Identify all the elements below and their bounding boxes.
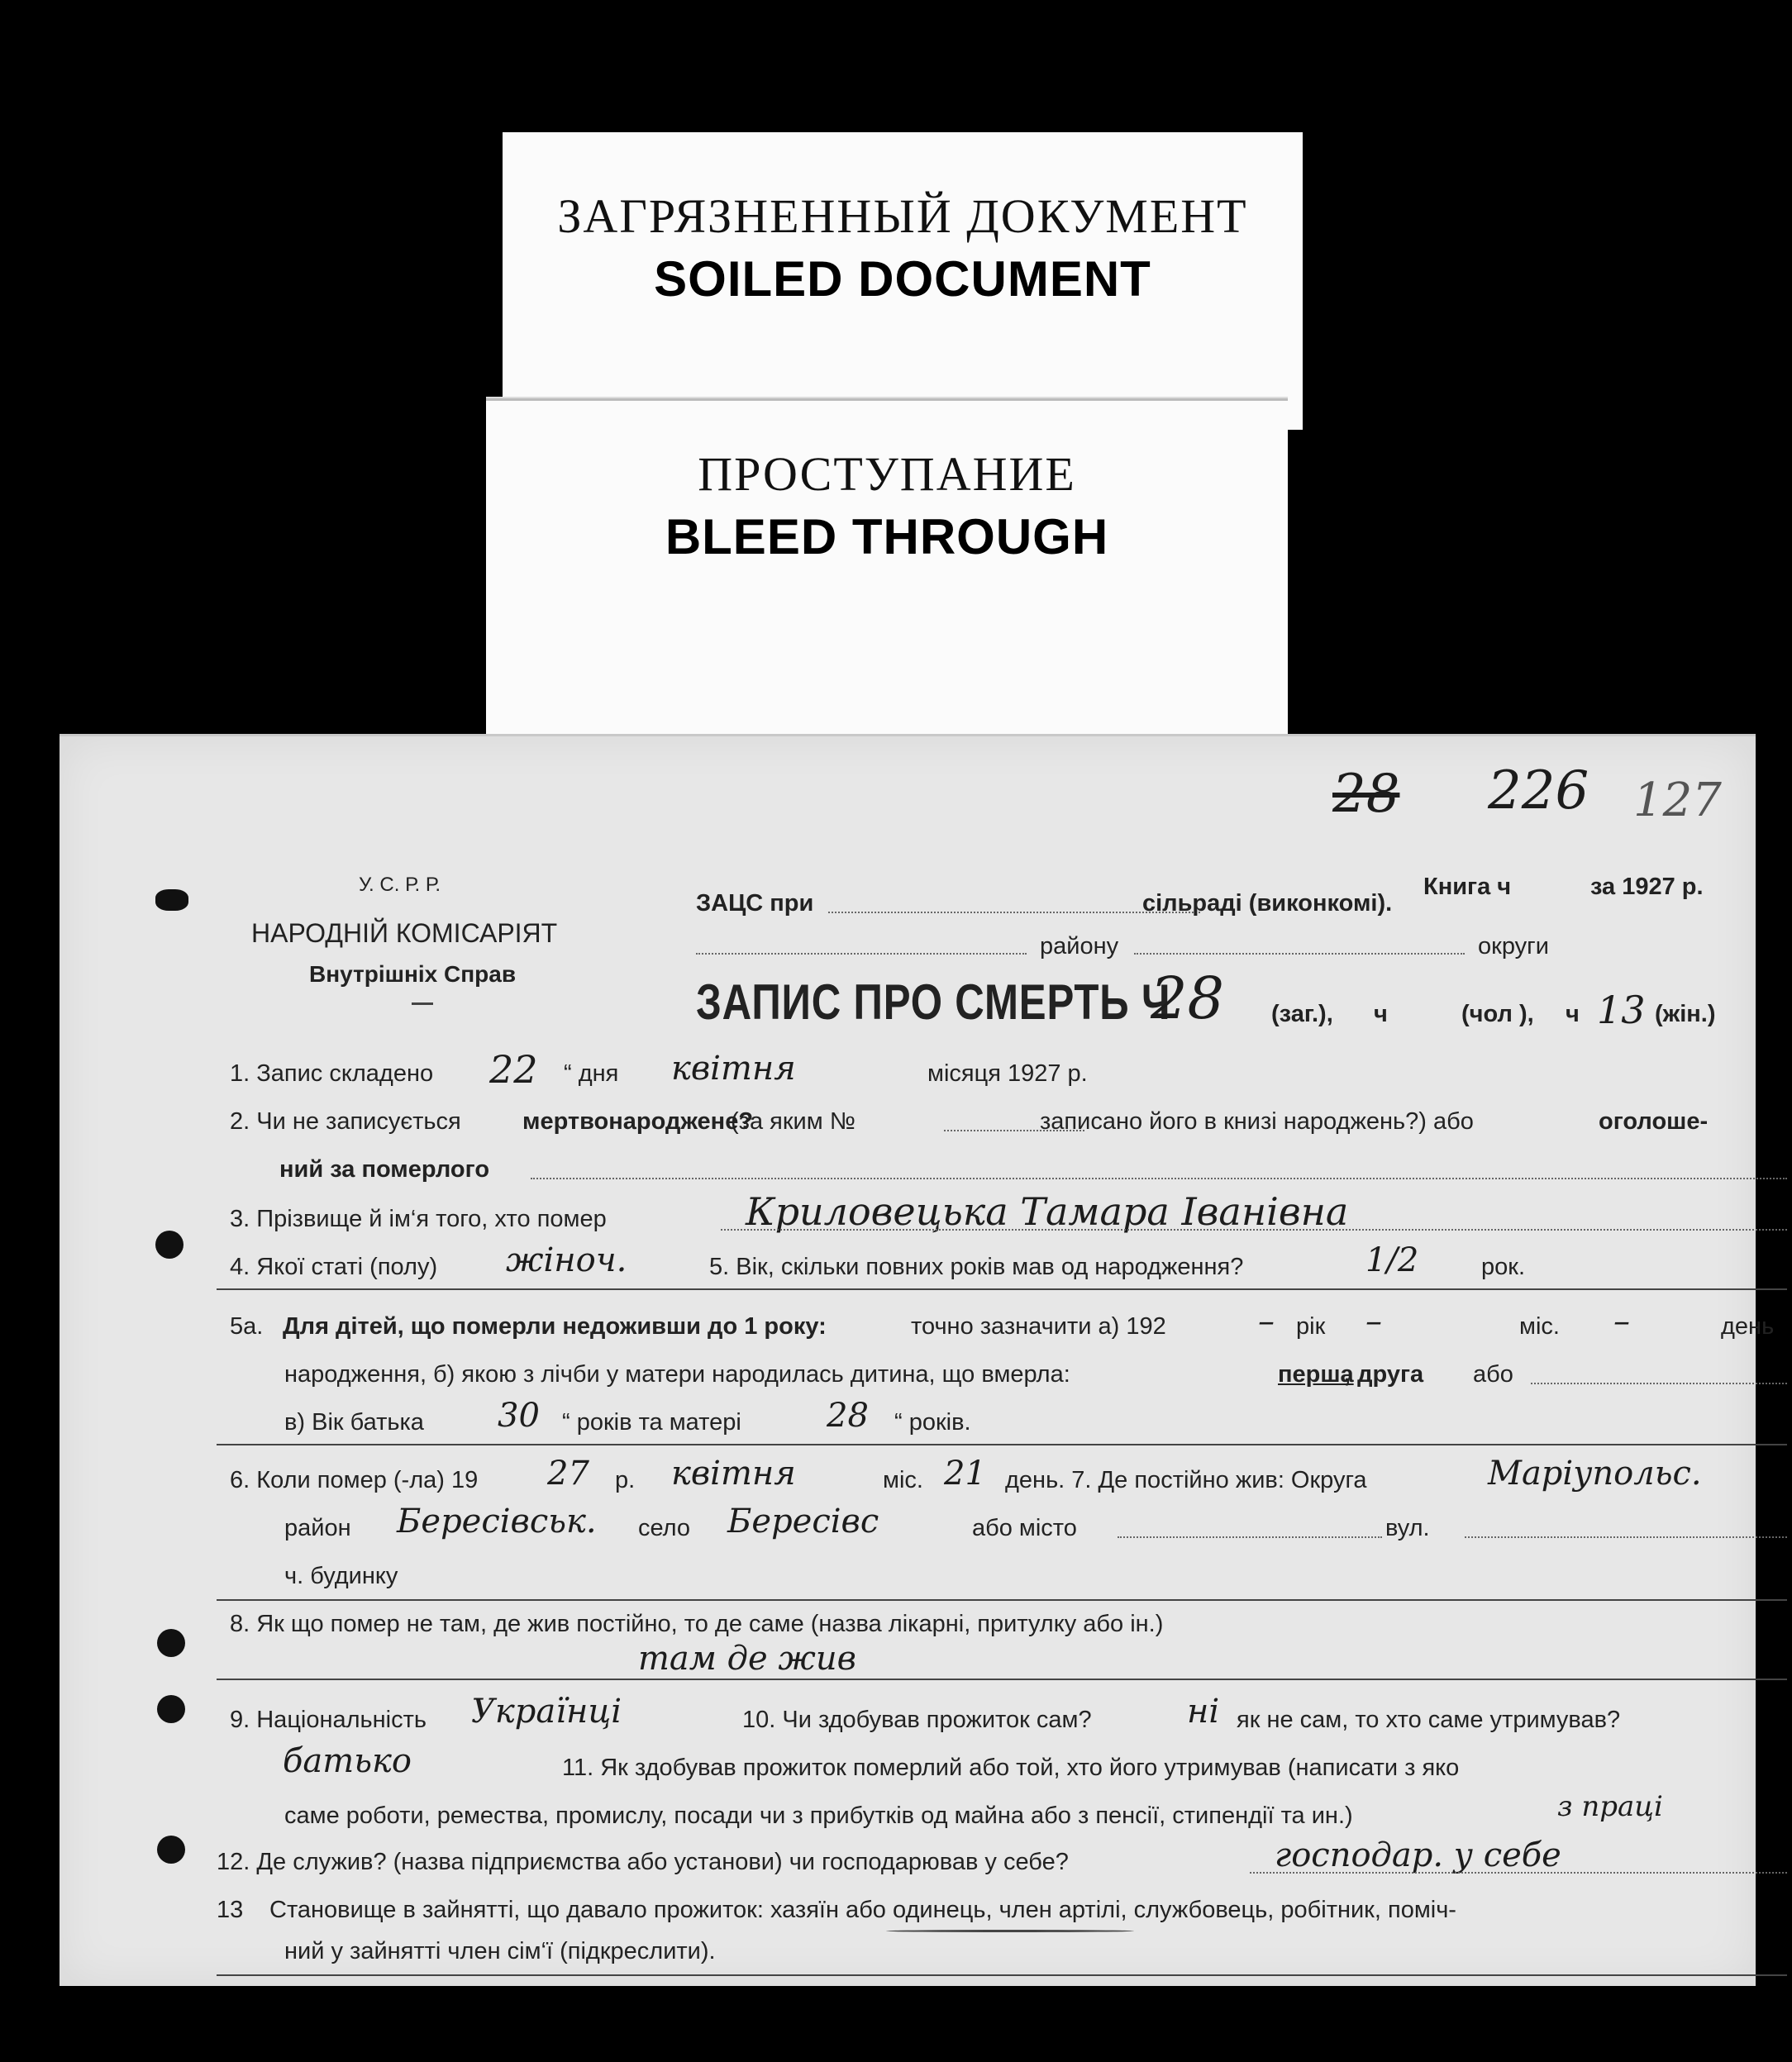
zags-label: ЗАЦС при — [696, 890, 814, 917]
row5b-first: перша — [1278, 1361, 1354, 1388]
row2-for-deceased: ний за померлого — [279, 1156, 490, 1183]
death-day: 21 — [944, 1455, 986, 1493]
row5c-label: в) Вік батька — [284, 1409, 424, 1436]
row7-rayon-label: район — [284, 1515, 351, 1541]
section-rule — [217, 1599, 1787, 1601]
punch-hole — [157, 1629, 185, 1657]
supporter: батько — [283, 1742, 412, 1780]
women-count: 13 — [1597, 988, 1646, 1032]
row7-city-field — [1118, 1536, 1382, 1538]
row3-label: 3. Прізвище й ім‘я того, хто помер — [230, 1206, 607, 1232]
row2-announced: оголоше- — [1599, 1108, 1709, 1135]
row8-label: 8. Як що помер не там, де жив постійно, то де саме (назва лікарні, притулку або ін.) — [230, 1611, 1164, 1637]
row6-year-label: р. — [615, 1467, 636, 1493]
ch-label-1: ч — [1374, 1001, 1388, 1027]
row13-label: Становище в зайнятті, що давало прожиток: хазяїн або одинець, член артілі, службовець, робітник, поміч- — [269, 1897, 1456, 1923]
row7-street-field — [1465, 1536, 1787, 1538]
row3-field — [721, 1229, 1787, 1231]
row2-stillborn: мертвонароджене? — [522, 1108, 754, 1135]
row10-supporter-label: як не сам, то хто саме утримував? — [1237, 1707, 1621, 1733]
death-place: там де жив — [638, 1640, 856, 1678]
row1-day-label: “ дня — [564, 1060, 619, 1087]
chol-label: (чол ), — [1461, 1001, 1534, 1027]
ussr-label: У. С. Р. Р. — [359, 874, 441, 896]
silradi-label: сільраді (виконкомі). — [1142, 890, 1393, 917]
soiled-document-card — [503, 132, 1303, 430]
row1-month-label: місяця 1927 р. — [927, 1060, 1088, 1087]
row4-age-label: 5. Вік, скільки повних років мав од народження? — [709, 1254, 1244, 1280]
soiled-label-en: SOILED DOCUMENT — [654, 251, 1151, 307]
section-rule — [217, 1444, 1787, 1445]
row2-field — [531, 1178, 1787, 1179]
row5b-or: або — [1473, 1361, 1513, 1388]
father-age: 30 — [498, 1397, 540, 1435]
employer: господар. у себе — [1275, 1836, 1561, 1874]
row13-label-cont: ний у зайнятті член сім‘ї (підкреслити). — [284, 1938, 716, 1964]
row5b-second: , друга — [1344, 1361, 1424, 1388]
deceased-sex: жіноч. — [506, 1241, 627, 1279]
row5b-label: народження, б) якою з лічби у матери народилась дитина, що вмерла: — [284, 1361, 1070, 1388]
row7-house-label: ч. будинку — [284, 1563, 398, 1589]
row12-label: 12. Де служив? (назва підприємства або установи) чи господарював у себе? — [217, 1849, 1069, 1875]
record-title: ЗАПИС ПРО СМЕРТЬ Ч — [696, 974, 1171, 1030]
row5a-year-label: рік — [1296, 1313, 1326, 1340]
mother-age: 28 — [827, 1397, 869, 1435]
record-month: квітня — [671, 1050, 796, 1088]
row5a-date-label: точно зазначити а) 192 — [911, 1313, 1166, 1340]
bleed-label-en: BLEED THROUGH — [665, 509, 1109, 564]
self-supporting: ні — [1187, 1693, 1220, 1731]
row7-selo-label: село — [638, 1515, 691, 1541]
row2-registered: записано його в книзі народжень?) або — [1040, 1108, 1474, 1135]
book-label: Книга ч — [1423, 874, 1512, 900]
row6-month-label: міс. — [883, 1467, 923, 1493]
rayon-field — [696, 953, 1027, 955]
internal-affairs-label: Внутрішніх Справ — [309, 961, 517, 987]
punch-hole — [155, 1231, 183, 1259]
row5c-years-label: “ років. — [894, 1409, 971, 1436]
punch-hole — [157, 1695, 185, 1723]
residence-okruga: Маріупольс. — [1488, 1455, 1702, 1493]
okrug-field — [1134, 953, 1465, 955]
row9-label: 9. Національність — [230, 1707, 427, 1733]
punch-hole — [155, 889, 188, 911]
death-record-form — [60, 734, 1775, 1986]
row4-years-label: рок. — [1481, 1254, 1526, 1280]
row7-city-label: або місто — [972, 1515, 1077, 1541]
row7-street-label: вул. — [1385, 1515, 1430, 1541]
death-year: 27 — [547, 1455, 589, 1493]
row2-number-label: (за яким № — [731, 1108, 855, 1135]
record-number: 28 — [1151, 964, 1225, 1032]
residence-selo: Бересівс — [727, 1502, 879, 1541]
row5b-field — [1531, 1383, 1787, 1384]
row10-label: 10. Чи здобував прожиток сам? — [742, 1707, 1092, 1733]
row2-label: 2. Чи не записується — [230, 1108, 461, 1135]
soiled-label-ru: ЗАГРЯЗНЕННЫЙ ДОКУМЕНТ — [557, 189, 1248, 243]
zhin-label: (жін.) — [1655, 1001, 1716, 1027]
row6-residence-label: день. 7. Де постійно жив: Округа — [1005, 1467, 1367, 1493]
birth-day-dash: – — [1613, 1302, 1630, 1341]
row5a-heading: Для дітей, що померли недоживши до 1 року: — [283, 1313, 827, 1340]
bleed-label-ru: ПРОСТУПАНИЕ — [698, 447, 1076, 501]
ch-label-2: ч — [1566, 1001, 1580, 1027]
corner-number-faint: 127 — [1633, 774, 1722, 827]
bottom-rule — [217, 1974, 1787, 1976]
punch-hole — [157, 1836, 185, 1864]
row5a-day-label: день — [1721, 1313, 1775, 1340]
row12-field — [1250, 1872, 1787, 1874]
row5c-mother-label: “ років та матері — [562, 1409, 741, 1436]
year-label: за 1927 р. — [1590, 874, 1704, 900]
section-rule — [217, 1679, 1787, 1680]
row11-label-cont: саме роботи, ремества, промислу, посади чи з прибутків од майна або з пенсії, стипендії та ин.) — [284, 1802, 1353, 1829]
row5a-month-label: міс. — [1519, 1313, 1560, 1340]
bleed-through-card — [486, 398, 1288, 740]
corner-number: 226 — [1488, 760, 1589, 821]
row11-label: 11. Як здобував прожиток померлий або той, хто його утримував (написати з яко — [562, 1755, 1460, 1781]
zag-label: (заг.), — [1271, 1001, 1333, 1027]
birth-year-dash: – — [1258, 1302, 1275, 1341]
record-day: 22 — [489, 1047, 538, 1092]
section-rule — [217, 1288, 1787, 1290]
income-source: з праці — [1557, 1790, 1663, 1823]
deceased-name: Криловецька Тамара Іванівна — [746, 1189, 1349, 1234]
death-month: квітня — [671, 1455, 796, 1493]
row5a-number: 5а. — [230, 1313, 264, 1340]
corner-number-crossed: 28 — [1332, 764, 1400, 825]
commissariat-label: НАРОДНІЙ КОМІСАРІЯТ — [251, 918, 558, 948]
rayonu-label: району — [1040, 933, 1119, 960]
okrugi-label: округи — [1478, 933, 1549, 960]
nationality: Українці — [471, 1693, 622, 1731]
divider — [412, 1002, 433, 1005]
owner-underline — [886, 1930, 1134, 1932]
residence-rayon: Бересівськ. — [397, 1502, 597, 1541]
row6-label: 6. Коли помер (-ла) 19 — [230, 1467, 479, 1493]
deceased-age: 1/2 — [1365, 1241, 1419, 1279]
row4-label: 4. Якої статі (полу) — [230, 1254, 438, 1280]
birth-month-dash: – — [1365, 1302, 1382, 1341]
row13-number: 13 — [217, 1897, 244, 1923]
row1-label: 1. Запис складено — [230, 1060, 434, 1087]
